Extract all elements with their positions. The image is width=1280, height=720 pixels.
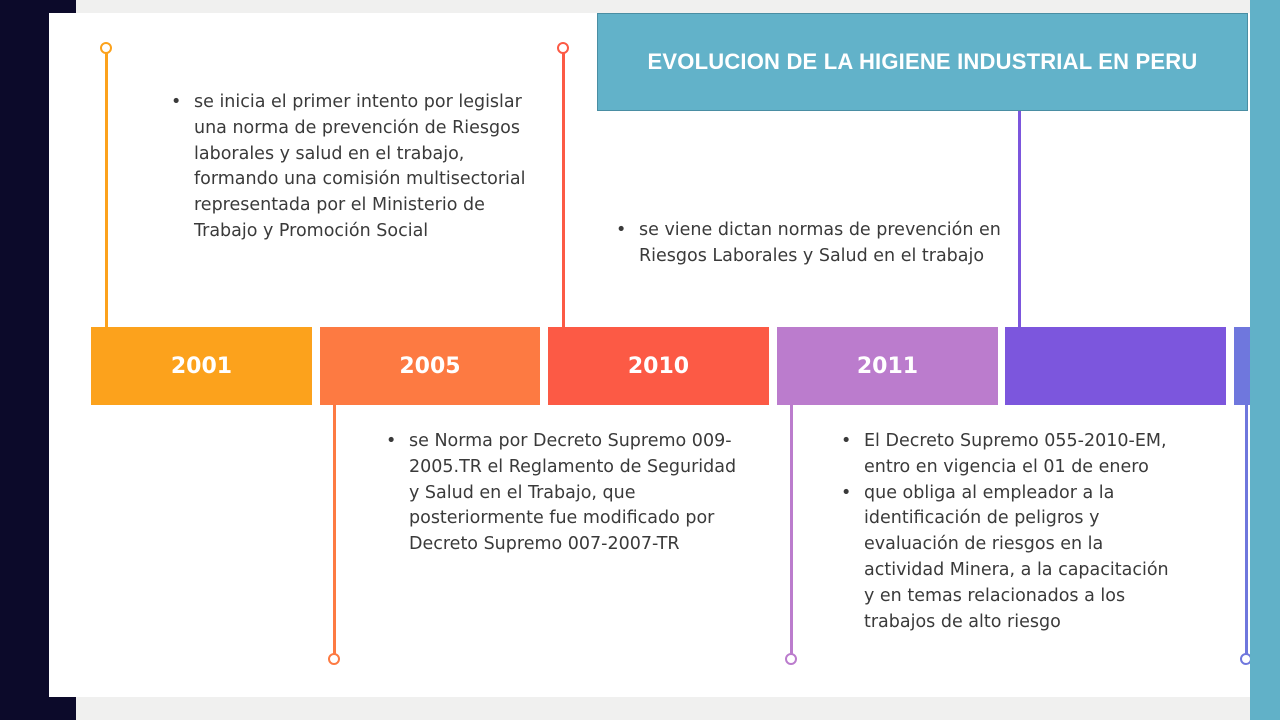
bullet-2010-1: • se viene dictan normas de prevención en Riesgos Laborales y Salud en el trabajo [614,218,1004,270]
text-2010 [614,218,1004,270]
bullet-2011-1: • El Decreto Supremo 055-2010-EM, entro en vigencia el 01 de enero [839,429,1179,481]
marker-last-icon [1240,653,1250,665]
year-block-next [1005,327,1226,405]
bullet-2001-1: • se inicia el primer intento por legislar una norma de prevención de Riesgos laborales y salud en el trabajo, formando una comisión multisectorial representada por el Ministerio de Trabajo y Promoción Social [169,90,529,245]
year-block-2005 [320,327,540,405]
year-block-2010 [548,327,769,405]
title-banner [597,13,1248,111]
stem-2005 [333,391,336,655]
stem-2010 [562,52,565,328]
marker-2010-icon [557,42,569,54]
page-title: EVOLUCION DE LA HIGIENE INDUSTRIAL EN PERU [647,49,1198,74]
bullet-2005-1: • se Norma por Decreto Supremo 009-2005.TR el Reglamento de Seguridad y Salud en el Trabajo, que posteriormente fue modificado por Decreto Supremo 007-2007-TR [384,429,739,558]
text-2001 [169,90,529,245]
marker-2011-icon [785,653,797,665]
text-2011 [839,429,1179,635]
year-label-2001: 2001 [170,353,233,379]
year-label-2011: 2011 [856,353,919,379]
year-label-2010: 2010 [627,353,690,379]
slide-canvas [49,13,1250,697]
year-block-2011 [777,327,998,405]
marker-2001-icon [100,42,112,54]
marker-2005-icon [328,653,340,665]
stem-next [1018,108,1021,328]
stem-2001 [105,52,108,328]
stem-last [1245,391,1248,655]
year-label-2005: 2005 [399,353,461,379]
year-block-2001 [91,327,312,405]
right-decorative-bar [1250,0,1280,720]
bullet-2011-2: • que obliga al empleador a la identificación de peligros y evaluación de riesgos en la actividad Minera, a la capacitación y en temas relacionados a los trabajos de alto riesgo [839,481,1179,636]
text-2005 [384,429,739,558]
year-block-last [1234,327,1250,405]
stem-2011 [790,391,793,655]
